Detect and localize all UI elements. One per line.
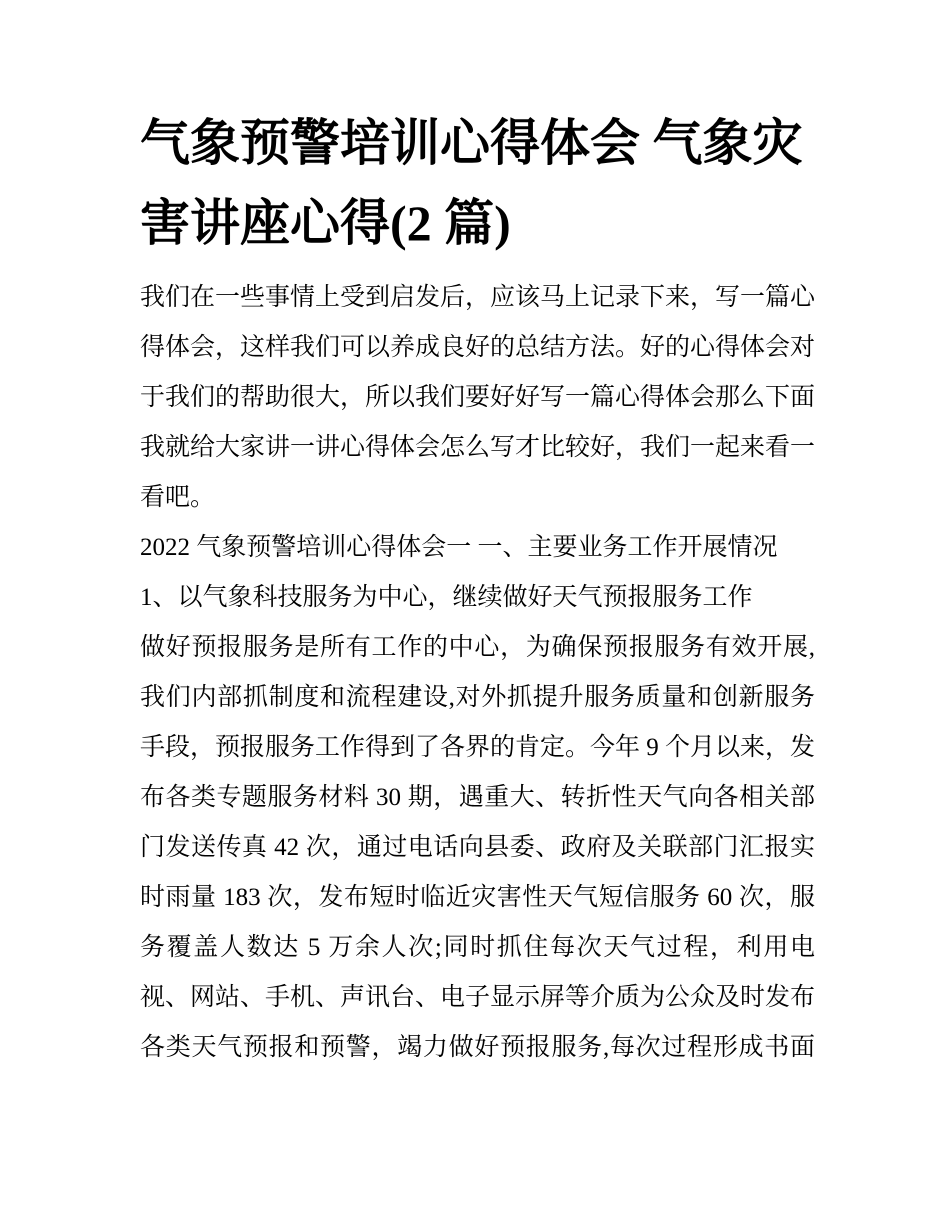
body-text-line: 于我们的帮助很大，所以我们要好好写一篇心得体会那么下面 xyxy=(140,384,816,411)
body-text-line: 各类天气预报和预警，竭力做好预报服务,每次过程形成书面 xyxy=(140,1034,815,1061)
body-text-line: 布各类专题服务材料 30 期，遇重大、转折性天气向各相关部 xyxy=(140,784,815,811)
body-text-line: 我们在一些事情上受到启发后，应该马上记录下来，写一篇心 xyxy=(140,284,816,311)
body-text-line: 1、以气象科技服务为中心，继续做好天气预报服务工作 xyxy=(140,584,753,611)
title-line-1: 气象预警培训心得体会 气象灾 xyxy=(140,115,803,171)
document-body xyxy=(140,273,815,1073)
body-text-line: 做好预报服务是所有工作的中心，为确保预报服务有效开展, xyxy=(140,634,815,661)
body-text-line: 我们内部抓制度和流程建设,对外抓提升服务质量和创新服务 xyxy=(140,684,815,711)
body-text-line: 时雨量 183 次，发布短时临近灾害性天气短信服务 60 次，服 xyxy=(140,884,815,911)
body-text-line: 2022 气象预警培训心得体会一 一、主要业务工作开展情况 xyxy=(140,534,778,561)
title-line-2: 害讲座心得(2 篇) xyxy=(140,195,511,251)
body-text-line: 视、网站、手机、声讯台、电子显示屏等介质为公众及时发布 xyxy=(140,984,816,1011)
body-text-line: 得体会，这样我们可以养成良好的总结方法。好的心得体会对 xyxy=(140,334,816,361)
body-text-line: 我就给大家讲一讲心得体会怎么写才比较好，我们一起来看一 xyxy=(140,434,816,461)
body-text-line: 看吧。 xyxy=(140,484,216,511)
document-title xyxy=(140,103,815,263)
body-text-line: 门发送传真 42 次，通过电话向县委、政府及关联部门汇报实 xyxy=(140,834,815,861)
body-text-line: 手段，预报服务工作得到了各界的肯定。今年 9 个月以来，发 xyxy=(140,734,816,761)
body-text-line: 务覆盖人数达 5 万余人次;同时抓住每次天气过程，利用电 xyxy=(140,934,815,961)
